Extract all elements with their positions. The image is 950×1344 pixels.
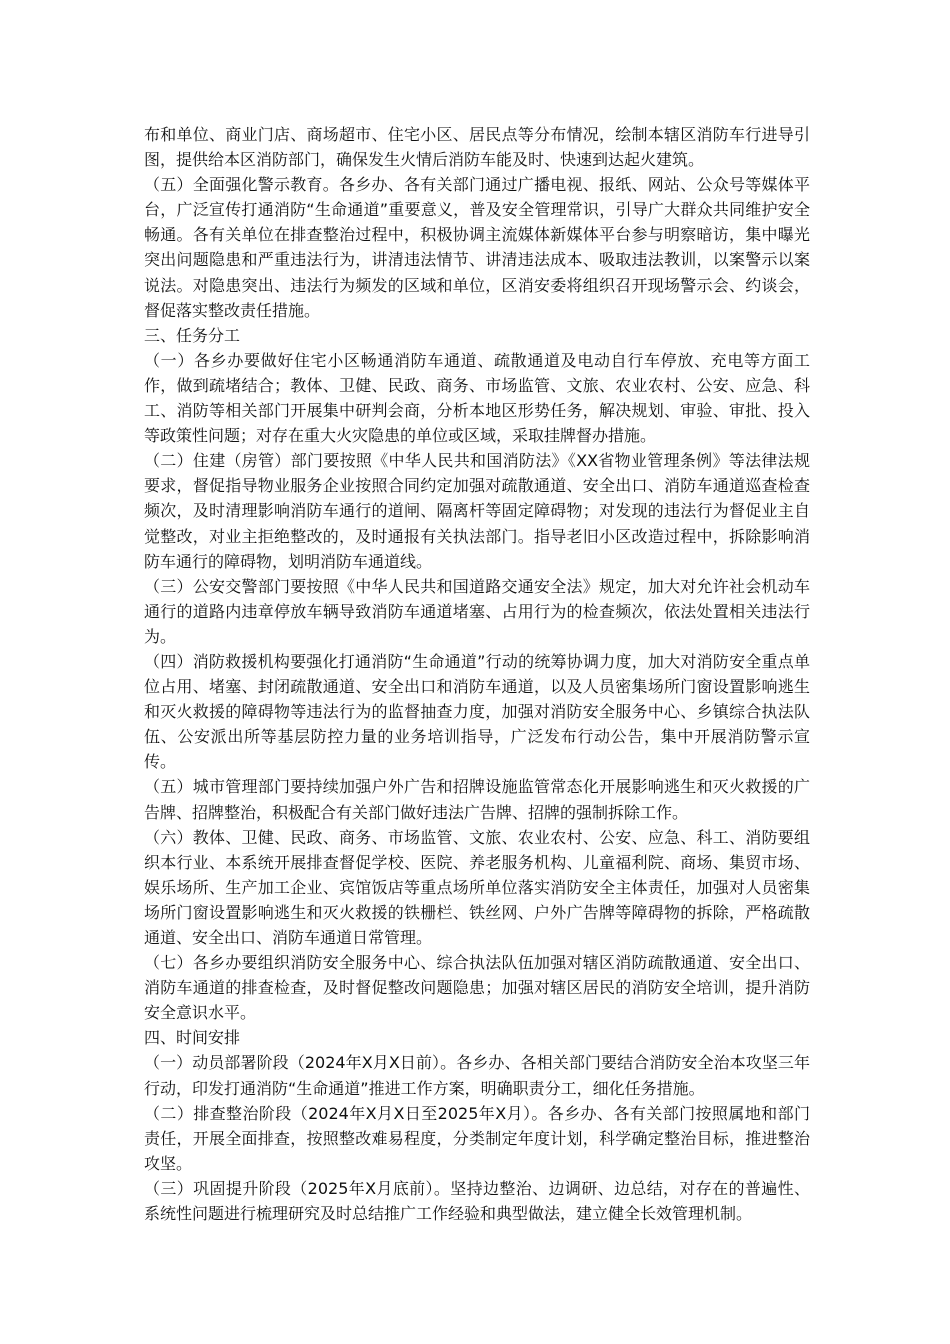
section-heading-schedule: 四、时间安排: [144, 1028, 241, 1048]
paragraph-task-4: （四）消防救援机构要强化打通消防“生命通道”行动的统筹协调力度，加大对消防安全重点单位占用、堵塞、封闭疏散通道、安全出口和消防车通道，以及人员密集场所门窗设置影响逃生和灭火救援的障碍物等违法行为的监督抽查力度，加强对消防安全服务中心、乡镇综合执法队伍、公安派出所等基层防控力量的业务培训指导，广泛发布行动公告，集中开展消防警示宣传。: [144, 651, 810, 772]
paragraph-schedule-1: （一）动员部署阶段（2024年X月X日前）。各乡办、各相关部门要结合消防安全治本攻坚三年行动，印发打通消防“生命通道”推进工作方案，明确职责分工，细化任务措施。: [144, 1053, 810, 1098]
paragraph-task-5: （五）城市管理部门要持续加强户外广告和招牌设施监管常态化开展影响逃生和灭火救援的广告牌、招牌整治，积极配合有关部门做好违法广告牌、招牌的强制拆除工作。: [144, 777, 810, 822]
paragraph-task-1: （一）各乡办要做好住宅小区畅通消防车通道、疏散通道及电动自行车停放、充电等方面工作，做到疏堵结合；教体、卫健、民政、商务、市场监管、文旅、农业农村、公安、应急、科工、消防等相关部门开展集中研判会商，分析本地区形势任务，解决规划、审验、审批、投入等政策性问题；对存在重大火灾隐患的单位或区域，采取挂牌督办措施。: [144, 350, 810, 446]
paragraph-task-7: （七）各乡办要组织消防安全服务中心、综合执法队伍加强对辖区消防疏散通道、安全出口、消防车通道的排查检查，及时督促整改问题隐患；加强对辖区居民的消防安全培训，提升消防安全意识水平。: [144, 953, 810, 1023]
paragraph-schedule-3: （三）巩固提升阶段（2025年X月底前）。坚持边整治、边调研、边总结，对存在的普遍性、系统性问题进行梳理研究及时总结推广工作经验和典型做法，建立健全长效管理机制。: [144, 1178, 810, 1224]
paragraph-schedule-2: （二）排查整治阶段（2024年X月X日至2025年X月）。各乡办、各有关部门按照属地和部门责任，开展全面排查，按照整改难易程度，分类制定年度计划，科学确定整治目标，推进整治攻坚。: [144, 1103, 810, 1173]
section-heading-task-division: 三、任务分工: [144, 325, 241, 345]
paragraph-task-3: （三）公安交警部门要按照《中华人民共和国道路交通安全法》规定，加大对允许社会机动车通行的道路内违章停放车辆导致消防车通道堵塞、占用行为的检查频次，依法处置相关违法行为。: [144, 576, 810, 646]
paragraph-warning-education: （五）全面强化警示教育。各乡办、各有关部门通过广播电视、报纸、网站、公众号等媒体平台，广泛宣传打通消防“生命通道”重要意义，普及安全管理常识，引导广大群众共同维护安全畅通。各有关单位在排查整治过程中，积极协调主流媒体新媒体平台参与明察暗访，集中曝光突出问题隐患和严重违法行为，讲清违法情节、讲清违法成本、吸取违法教训，以案警示以案说法。对隐患突出、违法行为频发的区域和单位，区消安委将组织召开现场警示会、约谈会，督促落实整改责任措施。: [144, 175, 810, 320]
paragraph-task-2: （二）住建（房管）部门要按照《中华人民共和国消防法》《XX省物业管理条例》等法律法规要求，督促指导物业服务企业按照合同约定加强对疏散通道、安全出口、消防车通道巡查检查频次，及时清理影响消防车通行的道闸、隔离杆等固定障碍物；对发现的违法行为督促业主自觉整改，对业主拒绝整改的，及时通报有关执法部门。指导老旧小区改造过程中，拆除影响消防车通行的障碍物，划明消防车通道线。: [144, 451, 810, 571]
paragraph-task-6: （六）教体、卫健、民政、商务、市场监管、文旅、农业农村、公安、应急、科工、消防要组织本行业、本系统开展排查督促学校、医院、养老服务机构、儿童福利院、商场、集贸市场、娱乐场所、生产加工企业、宾馆饭店等重点场所单位落实消防安全主体责任，加强对人员密集场所门窗设置影响逃生和灭火救援的铁栅栏、铁丝网、户外广告牌等障碍物的拆除，严格疏散通道、安全出口、消防车通道日常管理。: [144, 827, 810, 947]
paragraph-continuation: 布和单位、商业门店、商场超市、住宅小区、居民点等分布情况，绘制本辖区消防车行进导引图，提供给本区消防部门，确保发生火情后消防车能及时、快速到达起火建筑。: [144, 125, 810, 170]
document-body: [144, 122, 810, 1226]
